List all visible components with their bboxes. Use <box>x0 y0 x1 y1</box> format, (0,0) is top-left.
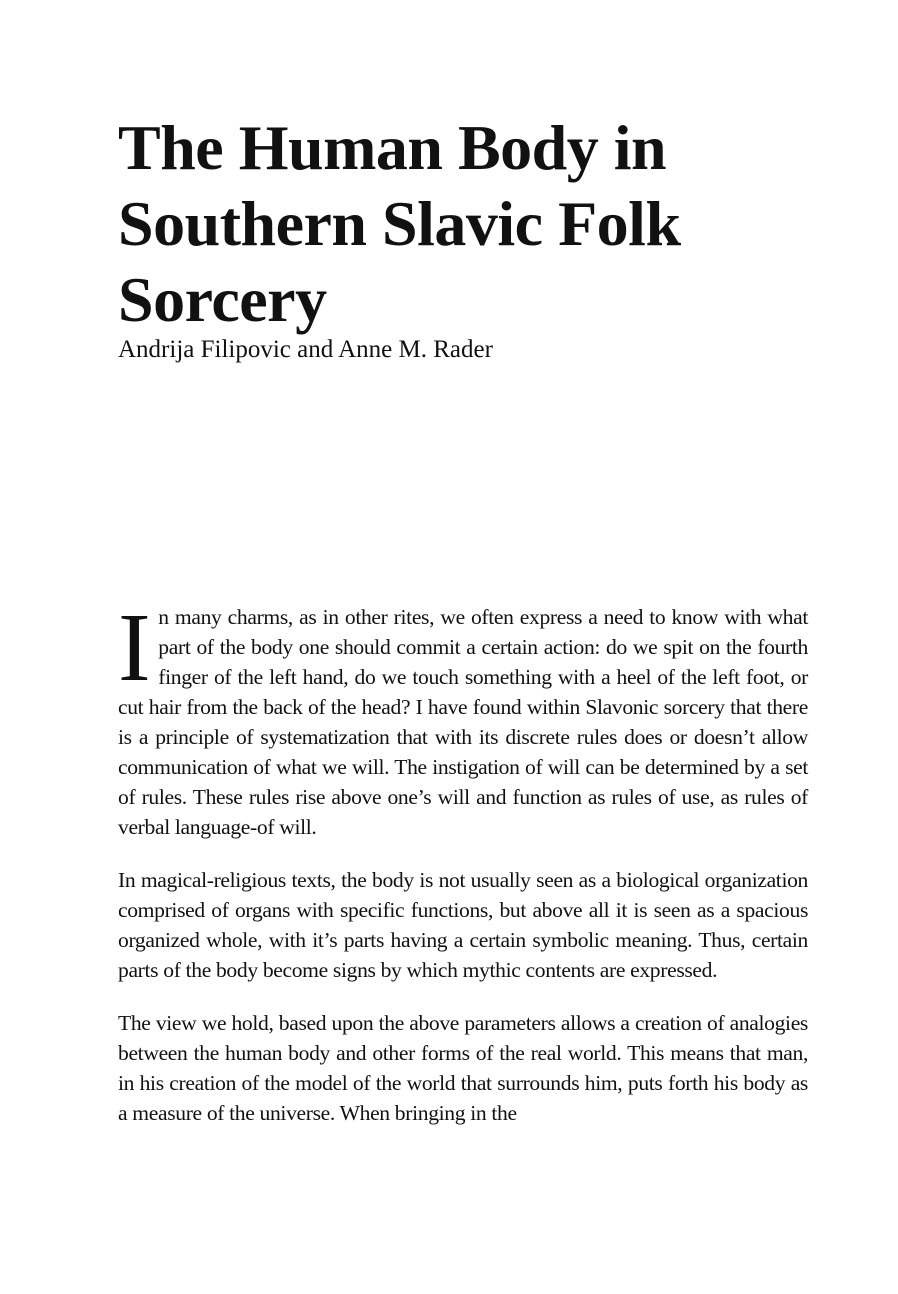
drop-cap: I <box>118 594 151 702</box>
paragraph-1-text: n many charms, as in other rites, we often express a need to know with what part of the body one should commit a certain action: do we spit on the fourth finger of the left hand, do we touch something with a heel of the left foot, or cut hair from the back of the head? I have found within Slavonic sorcery that there is a principle of systematization that with its discrete rules does or doesn’t allow communication of what we will. The instigation of will can be determined by a set of rules. These rules rise above one’s will and function as rules of use, as rules of verbal language-of will. <box>118 605 808 839</box>
paragraph-3: The view we hold, based upon the above parameters allows a creation of analogies between the human body and other forms of the real world. This means that man, in his creation of the model of the world that surrounds him, puts forth his body as a measure of the universe. When bringing in the <box>118 1011 808 1125</box>
article-body <box>118 594 808 1151</box>
paragraph-1 <box>118 594 808 842</box>
article-authors: Andrija Filipovic and Anne M. Rader <box>118 336 493 363</box>
paragraph-2: In magical-religious texts, the body is not usually seen as a biological organization comprised of organs with specific functions, but above all it is seen as a spacious organized whole, with it’s parts having a certain symbolic meaning. Thus, certain parts of the body become signs by which mythic contents are expressed. <box>118 868 808 982</box>
article-title: The Human Body in Southern Slavic Folk Sorcery <box>118 112 681 335</box>
